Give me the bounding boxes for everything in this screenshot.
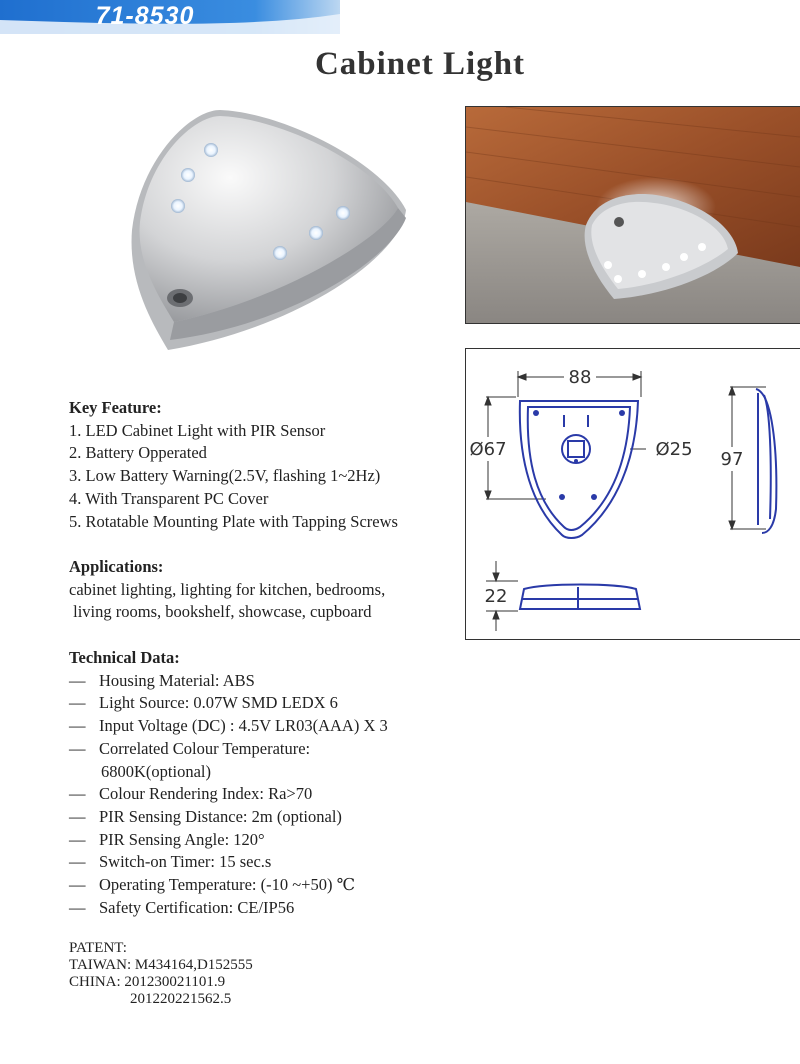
tech-row <box>69 874 388 897</box>
dash: — <box>69 693 86 713</box>
dash: — <box>69 784 86 804</box>
patent-china: CHINA: 201230021101.9 <box>69 974 226 990</box>
key-feature-item: 5. Rotatable Mounting Plate with Tapping Screws <box>69 511 398 531</box>
tech-row <box>69 783 388 806</box>
tech-row-text: PIR Sensing Angle: 120° <box>99 829 265 849</box>
tech-row-text: Colour Rendering Index: Ra>70 <box>99 784 313 804</box>
tech-row-text: Input Voltage (DC) : 4.5V LR03(AAA) X 3 <box>99 716 388 736</box>
model-number: 71-8530 <box>95 2 195 30</box>
patent-section <box>69 940 253 1008</box>
dash: — <box>69 875 86 895</box>
dash: — <box>69 806 86 826</box>
applications-line: living rooms, bookshelf, showcase, cupboard <box>69 602 372 622</box>
applications-line: cabinet lighting, lighting for kitchen, bedrooms, <box>69 579 386 599</box>
dimension-length: 97 <box>720 449 744 470</box>
dimension-outer-diameter: Ø67 <box>469 439 507 460</box>
key-feature-item: 2. Battery Opperated <box>69 443 207 463</box>
tech-row-text: Correlated Colour Temperature: <box>99 738 311 758</box>
applications-heading: Applications: <box>69 557 164 576</box>
dimension-inner-diameter: Ø25 <box>655 439 693 460</box>
dash: — <box>69 829 86 849</box>
key-feature-item: 3. Low Battery Warning(2.5V, flashing 1~2Hz) <box>69 466 381 486</box>
tech-row-continuation: 6800K(optional) <box>101 761 211 781</box>
applications-section <box>69 556 385 624</box>
dash: — <box>69 852 86 872</box>
tech-row <box>69 715 388 738</box>
tech-row <box>69 806 388 829</box>
technical-data-heading: Technical Data: <box>69 648 180 667</box>
dash: — <box>69 897 86 917</box>
tech-row-text: Housing Material: ABS <box>99 670 255 690</box>
tech-row <box>69 692 388 715</box>
installation-photo <box>465 106 800 324</box>
tech-row <box>69 738 388 761</box>
tech-row-text: Switch-on Timer: 15 sec.s <box>99 852 272 872</box>
key-feature-item: 1. LED Cabinet Light with PIR Sensor <box>69 420 326 440</box>
model-tab <box>0 0 340 34</box>
key-feature-section <box>69 397 398 533</box>
product-photo <box>110 100 430 360</box>
technical-data-section <box>69 647 388 919</box>
tech-row <box>69 829 388 852</box>
tech-row <box>69 851 388 874</box>
technical-drawing <box>465 348 800 640</box>
page-title: Cabinet Light <box>314 46 526 82</box>
key-feature-heading: Key Feature: <box>69 398 162 417</box>
dimension-width: 88 <box>568 367 592 388</box>
tech-row-text: PIR Sensing Distance: 2m (optional) <box>99 806 342 826</box>
patent-china-2: 201220221562.5 <box>130 991 232 1007</box>
tech-row-text: Operating Temperature: (-10 ~+50) ℃ <box>99 875 356 895</box>
dimension-height: 22 <box>484 586 508 607</box>
key-feature-item: 4. With Transparent PC Cover <box>69 488 269 508</box>
tech-row <box>69 670 388 693</box>
dash: — <box>69 738 86 758</box>
tech-row-text: Light Source: 0.07W SMD LEDX 6 <box>99 693 338 713</box>
tech-row-text: Safety Certification: CE/IP56 <box>99 897 295 917</box>
dash: — <box>69 670 86 690</box>
tech-row <box>69 897 388 920</box>
dash: — <box>69 716 86 736</box>
patent-heading: PATENT: <box>69 940 127 956</box>
patent-taiwan: TAIWAN: M434164,D152555 <box>69 957 253 973</box>
